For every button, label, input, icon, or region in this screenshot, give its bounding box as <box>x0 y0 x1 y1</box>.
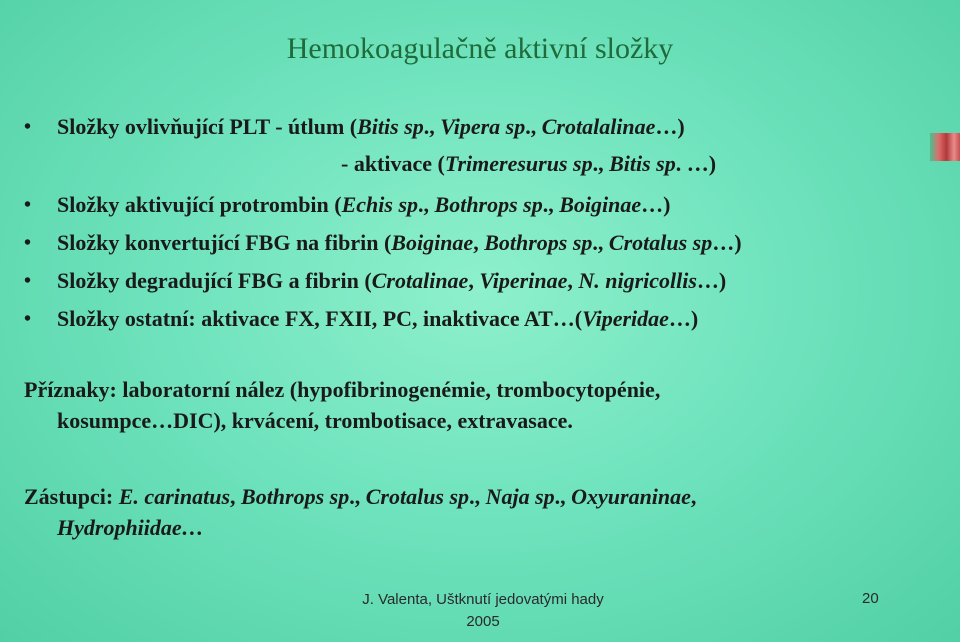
italic-text-run: Oxyuraninae <box>571 484 691 509</box>
bullet-marker: • <box>24 116 32 138</box>
footer-line-1: J. Valenta, Uštknutí jedovatými hady <box>362 591 604 608</box>
text-run: ., <box>469 484 486 509</box>
footer-author <box>358 589 608 633</box>
italic-text-run: Bothrops sp <box>241 484 350 509</box>
text-run: …) <box>712 230 742 255</box>
bullet-marker: • <box>24 308 32 330</box>
italic-text-run: Bitis sp <box>609 151 676 176</box>
text-run: , <box>690 484 697 509</box>
bullet-marker: • <box>24 232 32 254</box>
representatives-line-2 <box>57 515 204 541</box>
bullet-marker: • <box>24 194 32 216</box>
bullet-1-continuation <box>341 151 716 177</box>
text-run: Složky degradující FBG a fibrin ( <box>57 268 372 293</box>
text-run: - aktivace ( <box>341 151 445 176</box>
text-run: ., <box>554 484 572 509</box>
representatives-line-1 <box>24 481 696 513</box>
text-run: ., <box>592 151 610 176</box>
page-number: 20 <box>862 590 879 607</box>
italic-text-run: Naja sp <box>485 484 555 509</box>
symptoms-line-1: Příznaky: laboratorní nález (hypofibrinogenémie, trombocytopénie, <box>24 377 661 402</box>
italic-text-run: Crotalus sp <box>365 484 470 509</box>
bullet-text-5 <box>57 306 698 332</box>
bullet-text-4 <box>57 268 726 294</box>
text-run: , <box>473 230 485 255</box>
italic-text-run: N. nigricollis <box>578 268 697 293</box>
text-run: ., <box>542 192 560 217</box>
text-run: Zástupci: <box>24 484 119 509</box>
italic-text-run: Crotalalinae <box>541 114 656 139</box>
italic-text-run: E. carinatus <box>118 484 231 509</box>
footer-line-2: 2005 <box>466 613 500 630</box>
text-run: …) <box>696 268 727 293</box>
italic-text-run: Hydrophiidae… <box>57 515 204 540</box>
text-run: …) <box>641 192 671 217</box>
italic-text-run: Bothrops sp <box>434 192 543 217</box>
text-run: Složky ostatní: aktivace FX, FXII, PC, inaktivace AT…( <box>57 306 583 331</box>
text-run: ., <box>525 114 542 139</box>
italic-text-run: Crotalus sp <box>608 230 713 255</box>
italic-text-run: Crotalinae <box>371 268 469 293</box>
bullet-text-2 <box>57 192 670 218</box>
bullet-text-3 <box>57 230 742 256</box>
symptoms-line-2: kosumpce…DIC), krvácení, trombotisace, extravasace. <box>57 408 573 433</box>
italic-text-run: Boiginae <box>391 230 474 255</box>
slide-title: Hemokoagulačně aktivní složky <box>286 32 674 65</box>
text-run: , <box>468 268 480 293</box>
italic-text-run: Bitis sp <box>357 114 424 139</box>
italic-text-run: Echis sp <box>341 192 419 217</box>
text-run: …) <box>668 306 699 331</box>
text-run: Složky konvertující FBG na fibrin ( <box>57 230 392 255</box>
text-run: , <box>230 484 242 509</box>
italic-text-run: Boiginae <box>559 192 642 217</box>
text-run: Složky ovlivňující PLT - útlum ( <box>57 114 358 139</box>
bullet-marker: • <box>24 270 32 292</box>
italic-text-run: Trimeresurus sp <box>444 151 593 176</box>
text-run: ., <box>592 230 609 255</box>
italic-text-run: Vipera sp <box>440 114 526 139</box>
text-run: …) <box>655 114 685 139</box>
italic-text-run: Viperidae <box>582 306 669 331</box>
text-run: ., <box>349 484 366 509</box>
italic-text-run: Viperinae <box>479 268 568 293</box>
italic-text-run: Bothrops sp <box>484 230 593 255</box>
text-run: ., <box>418 192 435 217</box>
edge-color-tab <box>930 133 960 161</box>
text-run: ., <box>423 114 441 139</box>
text-run: , <box>567 268 579 293</box>
text-run: . …) <box>675 151 717 176</box>
bullet-text-1 <box>57 114 685 140</box>
text-run: Složky aktivující protrombin ( <box>57 192 342 217</box>
